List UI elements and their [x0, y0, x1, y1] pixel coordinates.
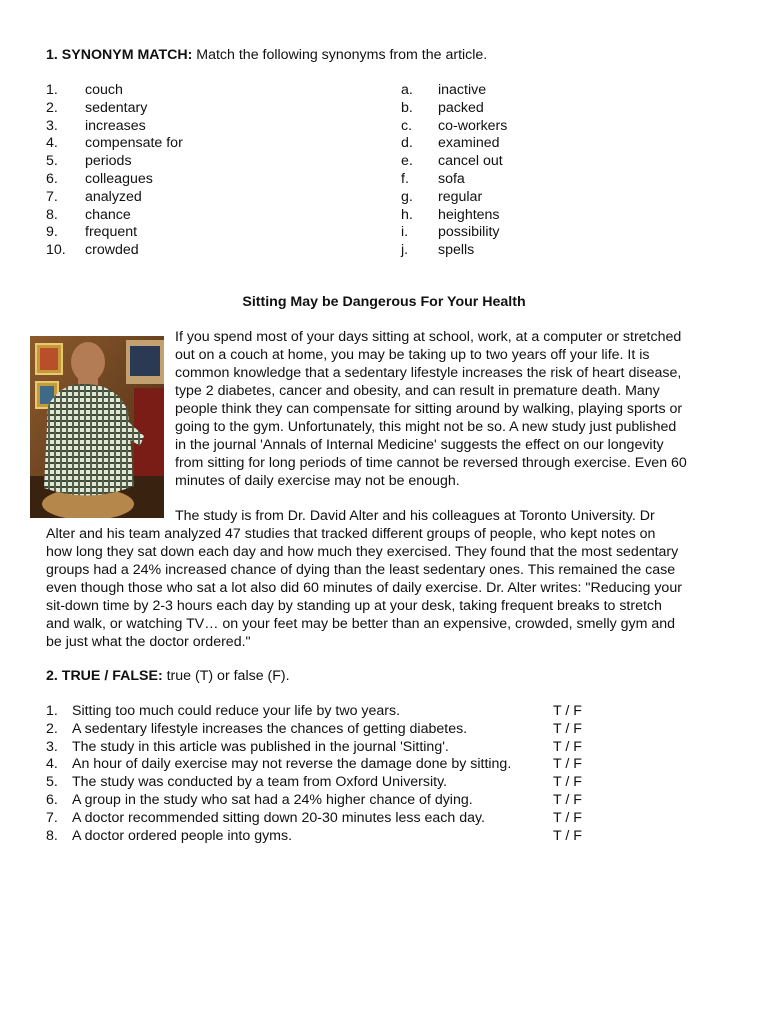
synonym-heading: [46, 47, 487, 63]
answer-choice[interactable]: T / F: [553, 720, 582, 737]
statement: An hour of daily exercise may not reverse the damage done by sitting.: [72, 756, 512, 773]
item-word: compensate for: [85, 135, 183, 152]
list-item: [46, 774, 606, 792]
man-sitting-at-computer-image: [30, 336, 164, 518]
item-word: sedentary: [85, 99, 148, 116]
item-number: 8.: [46, 827, 58, 844]
item-word: examined: [438, 135, 500, 152]
item-letter: h.: [401, 206, 413, 223]
item-word: spells: [438, 242, 475, 259]
list-item: [46, 171, 346, 189]
item-letter: b.: [401, 99, 413, 116]
answer-choice[interactable]: T / F: [553, 703, 582, 719]
paragraph-line: Alter and his team analyzed 47 studies that tracked different groups of people, who kept notes on: [46, 526, 656, 542]
list-item: [401, 135, 651, 153]
paragraph-line: going to the gym. Unfortunately, this might not be so. A new study just published: [175, 419, 677, 435]
item-number: 3.: [46, 738, 58, 755]
list-item: [46, 721, 606, 739]
item-word: periods: [85, 153, 132, 170]
item-number: 2.: [46, 720, 58, 737]
article-paragraph-1: [175, 328, 687, 490]
item-word: frequent: [85, 224, 138, 241]
statement: The study was conducted by a team from Oxford University.: [72, 774, 448, 791]
answer-choice[interactable]: T / F: [553, 774, 582, 791]
list-item: [46, 153, 346, 171]
list-item: [46, 792, 606, 810]
answer-choice[interactable]: T / F: [553, 791, 582, 808]
paragraph-line: how long they sat down each day and how much they exercised. They found that the most sedentary: [46, 544, 679, 560]
statement: A sedentary lifestyle increases the chances of getting diabetes.: [72, 720, 468, 737]
answer-choice[interactable]: T / F: [553, 809, 582, 826]
paragraph-line: out on a couch at home, you may be taking up to two years off your life. It is: [175, 347, 650, 363]
list-item: [46, 703, 606, 721]
item-number: 7.: [46, 188, 58, 205]
synonym-match-list: [401, 82, 651, 260]
list-item: [401, 118, 651, 136]
statement: A doctor recommended sitting down 20-30 minutes less each day.: [72, 809, 485, 826]
synonym-heading-label: 1. SYNONYM MATCH:: [46, 47, 193, 63]
item-word: analyzed: [85, 188, 142, 205]
item-word: crowded: [85, 242, 139, 259]
paragraph-line: even though those who sat a lot also did 60 minutes of daily exercise. Dr. Alter writes: "Reducing your: [46, 580, 682, 596]
list-item: [46, 118, 346, 136]
truefalse-heading: [46, 668, 290, 684]
list-item: [401, 100, 651, 118]
item-word: possibility: [438, 224, 500, 241]
list-item: [46, 242, 346, 260]
item-number: 9.: [46, 224, 58, 241]
list-item: [46, 224, 346, 242]
list-item: [46, 828, 606, 846]
item-word: chance: [85, 206, 131, 223]
paragraph-line: and walk, or watching TV… on your feet may be better than an expensive, crowded, smelly gym and: [46, 616, 676, 632]
statement: Sitting too much could reduce your life by two years.: [72, 703, 401, 719]
item-word: regular: [438, 188, 483, 205]
paragraph-line: groups had a 24% increased chance of dying than the least sedentary ones. This remained the case: [46, 562, 676, 578]
item-letter: e.: [401, 153, 413, 170]
list-item: [46, 100, 346, 118]
item-letter: i.: [401, 224, 409, 241]
paragraph-line: minutes of daily exercise may not be enough.: [175, 473, 460, 489]
item-word: couch: [85, 82, 123, 98]
paragraph-line: If you spend most of your days sitting at school, work, at a computer or stretched: [175, 329, 682, 345]
statement: The study in this article was published in the journal 'Sitting'.: [72, 738, 449, 755]
item-number: 2.: [46, 99, 58, 116]
answer-choice[interactable]: T / F: [553, 756, 582, 773]
list-item: [46, 207, 346, 225]
article-paragraph-2: [46, 525, 682, 651]
list-item: [46, 739, 606, 757]
item-letter: j.: [401, 242, 409, 259]
paragraph-line: from sitting for long periods of time cannot be reversed through exercise. Even 60: [175, 455, 687, 471]
statement: A doctor ordered people into gyms.: [72, 827, 293, 844]
answer-choice[interactable]: T / F: [553, 738, 582, 755]
list-item: [46, 135, 346, 153]
item-number: 5.: [46, 774, 58, 791]
list-item: [401, 207, 651, 225]
item-word: cancel out: [438, 153, 503, 170]
paragraph-line: be just what the doctor ordered.": [46, 634, 251, 650]
synonym-word-list: [46, 82, 346, 260]
item-word: packed: [438, 99, 484, 116]
item-letter: g.: [401, 188, 413, 205]
list-item: [46, 756, 606, 774]
item-number: 6.: [46, 791, 58, 808]
item-number: 8.: [46, 206, 58, 223]
paragraph-line: type 2 diabetes, cancer and obesity, and can result in premature death. Many: [175, 383, 660, 399]
item-word: increases: [85, 117, 146, 134]
article-title: Sitting May be Dangerous For Your Health: [242, 294, 526, 310]
item-word: heightens: [438, 206, 500, 223]
list-item: [401, 82, 651, 100]
item-letter: d.: [401, 135, 413, 152]
article-paragraph-2-first-line: [175, 507, 655, 525]
item-number: 5.: [46, 153, 58, 170]
list-item: [401, 189, 651, 207]
paragraph-line: people think they can compensate for sitting around by walking, playing sports or: [175, 401, 683, 417]
item-word: co-workers: [438, 117, 508, 134]
item-letter: a.: [401, 82, 413, 98]
list-item: [46, 189, 346, 207]
list-item: [401, 171, 651, 189]
item-word: colleagues: [85, 170, 153, 187]
item-word: sofa: [438, 170, 465, 187]
item-number: 6.: [46, 170, 58, 187]
item-number: 4.: [46, 135, 58, 152]
paragraph-line: in the journal 'Annals of Internal Medicine' suggests the effect on our longevity: [175, 437, 664, 453]
item-number: 10.: [46, 242, 66, 259]
paragraph-line: The study is from Dr. David Alter and his colleagues at Toronto University. Dr: [175, 508, 655, 524]
answer-choice[interactable]: T / F: [553, 827, 582, 844]
article-photo: [30, 336, 164, 518]
synonym-heading-instruction: Match the following synonyms from the article.: [192, 47, 488, 63]
paragraph-line: sit-down time by 2-3 hours each day by standing up at your desk, taking frequent breaks to stretch: [46, 598, 662, 614]
truefalse-heading-label: 2. TRUE / FALSE:: [46, 668, 163, 684]
item-word: inactive: [438, 82, 487, 98]
item-letter: f.: [401, 170, 409, 187]
list-item: [401, 242, 651, 260]
truefalse-list: [46, 703, 606, 845]
paragraph-line: common knowledge that a sedentary lifestyle increases the risk of heart disease,: [175, 365, 682, 381]
item-number: 1.: [46, 82, 58, 98]
item-number: 3.: [46, 117, 58, 134]
list-item: [401, 153, 651, 171]
list-item: [46, 810, 606, 828]
truefalse-heading-instruction: true (T) or false (F).: [162, 668, 290, 684]
item-letter: c.: [401, 117, 413, 134]
item-number: 1.: [46, 703, 58, 719]
list-item: [46, 82, 346, 100]
item-number: 4.: [46, 756, 58, 773]
statement: A group in the study who sat had a 24% higher chance of dying.: [72, 791, 473, 808]
item-number: 7.: [46, 809, 58, 826]
list-item: [401, 224, 651, 242]
